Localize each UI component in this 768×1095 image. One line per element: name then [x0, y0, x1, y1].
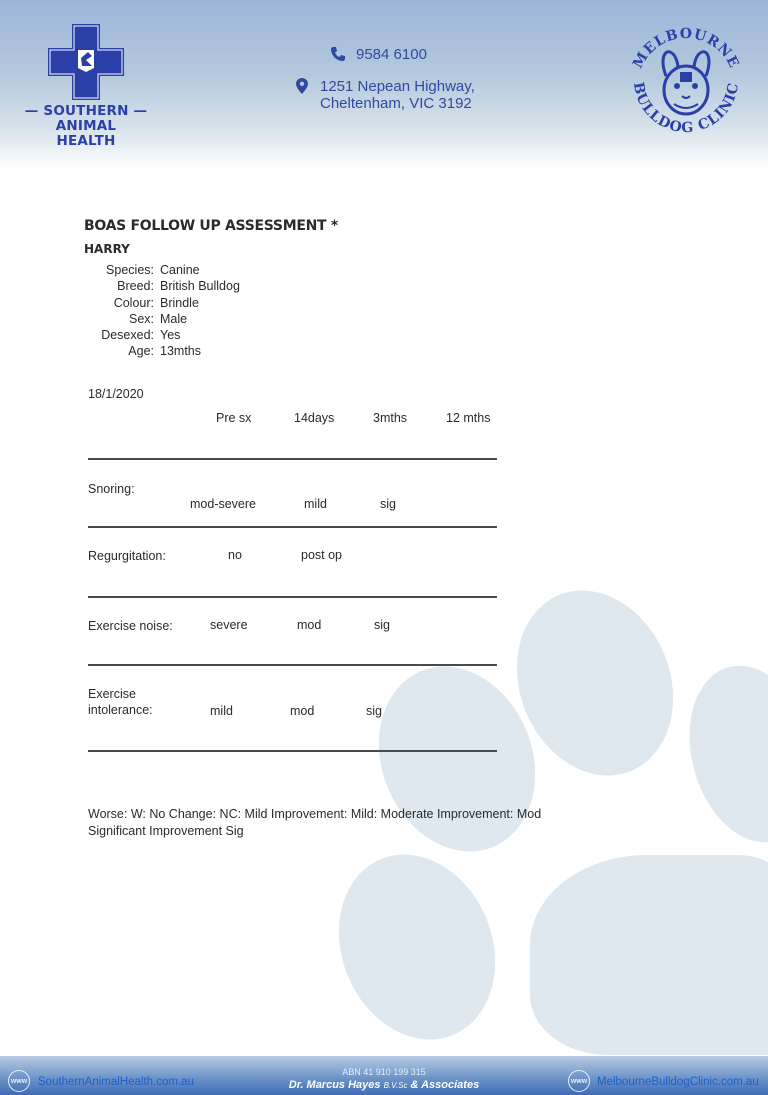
column-header-pre-sx: Pre sx — [216, 411, 252, 425]
phone-icon — [328, 46, 348, 66]
row-label-regurgitation: Regurgitation: — [88, 549, 166, 563]
info-row-breed: Breed: British Bulldog — [117, 279, 240, 294]
column-header-14days: 14days — [294, 411, 335, 425]
info-row-colour: Colour: Brindle — [113, 295, 199, 310]
phone-row — [328, 46, 475, 66]
exercise-noise-14days: mod — [297, 618, 322, 632]
info-row-desexed: Desexed: Yes — [101, 328, 181, 343]
column-header-3mths: 3mths — [373, 411, 408, 425]
southern-animal-health-wordmark — [24, 104, 148, 149]
info-row-age: Age: 13mths — [128, 344, 201, 359]
globe-www-icon: www — [8, 1070, 30, 1092]
paw-print-toe-2 — [671, 652, 768, 857]
map-pin-icon — [292, 78, 312, 98]
divider — [88, 596, 497, 598]
practice-principal: Dr. Marcus Hayes B.V.Sc & Associates — [288, 1079, 480, 1091]
letterhead-footer — [0, 1056, 768, 1095]
snoring-3mths: sig — [380, 497, 396, 511]
patient-info — [84, 262, 240, 360]
melbourne-bulldog-clinic-logo — [624, 24, 748, 148]
snoring-pre-sx: mod-severe — [190, 497, 256, 511]
address-line-2: Cheltenham, VIC 3192 — [320, 95, 472, 112]
exercise-intolerance-3mths: sig — [366, 704, 382, 718]
logo-top-arc: MELBOURNE — [629, 25, 743, 72]
melbourne-bulldog-clinic-link[interactable]: MelbourneBulldogClinic.com.au — [597, 1076, 759, 1088]
divider — [88, 458, 497, 460]
info-row-species: Species: Canine — [106, 263, 200, 277]
divider — [88, 750, 497, 752]
column-header-12mths: 12 mths — [446, 411, 491, 425]
divider — [88, 664, 497, 666]
medical-cross-icon — [48, 24, 124, 100]
grading-legend: Worse: W: No Change: NC: Mild Improvement: Mild: Moderate Improvement: Mod Significant Improvement Sig — [88, 807, 542, 838]
globe-www-icon: www — [568, 1070, 590, 1092]
document-title: BOAS FOLLOW UP ASSESSMENT * — [84, 218, 338, 234]
abn-number: ABN 41 910 199 315 — [342, 1067, 426, 1077]
logo-line-2: ANIMAL HEALTH — [55, 118, 117, 149]
contact-block — [292, 46, 475, 112]
info-row-sex: Sex: Male — [128, 311, 188, 326]
row-label-snoring: Snoring: — [88, 482, 135, 496]
paw-print-pad — [530, 855, 768, 1055]
snoring-14days: mild — [304, 497, 327, 511]
regurgitation-pre-sx: no — [228, 548, 242, 562]
logo-line-1: — SOUTHERN — — [24, 103, 148, 119]
row-label-exercise-intolerance: Exercise intolerance: — [88, 687, 153, 717]
row-label-exercise-noise: Exercise noise: — [88, 619, 173, 633]
exercise-noise-pre-sx: severe — [210, 618, 248, 632]
exercise-intolerance-pre-sx: mild — [210, 704, 233, 718]
svg-text:MELBOURNE — [630, 26, 742, 71]
phone-number[interactable]: 9584 6100 — [356, 46, 427, 63]
address-line-1: 1251 Nepean Highway, — [320, 78, 475, 95]
patient-name: HARRY — [84, 242, 130, 256]
exercise-intolerance-14days: mod — [290, 704, 315, 718]
bulldog-face-icon — [663, 52, 709, 114]
address-row — [292, 78, 475, 112]
address — [320, 78, 475, 112]
letterhead-header — [0, 0, 768, 170]
divider — [88, 526, 497, 528]
assessment-date: 18/1/2020 — [88, 387, 144, 401]
logo-bottom-arc: BULLDOG CLINIC — [629, 80, 743, 137]
paw-print-toe-4 — [312, 831, 522, 1063]
regurgitation-14days: post op — [301, 548, 343, 562]
southern-animal-health-link[interactable]: SouthernAnimalHealth.com.au — [38, 1076, 194, 1088]
exercise-noise-3mths: sig — [374, 618, 390, 632]
